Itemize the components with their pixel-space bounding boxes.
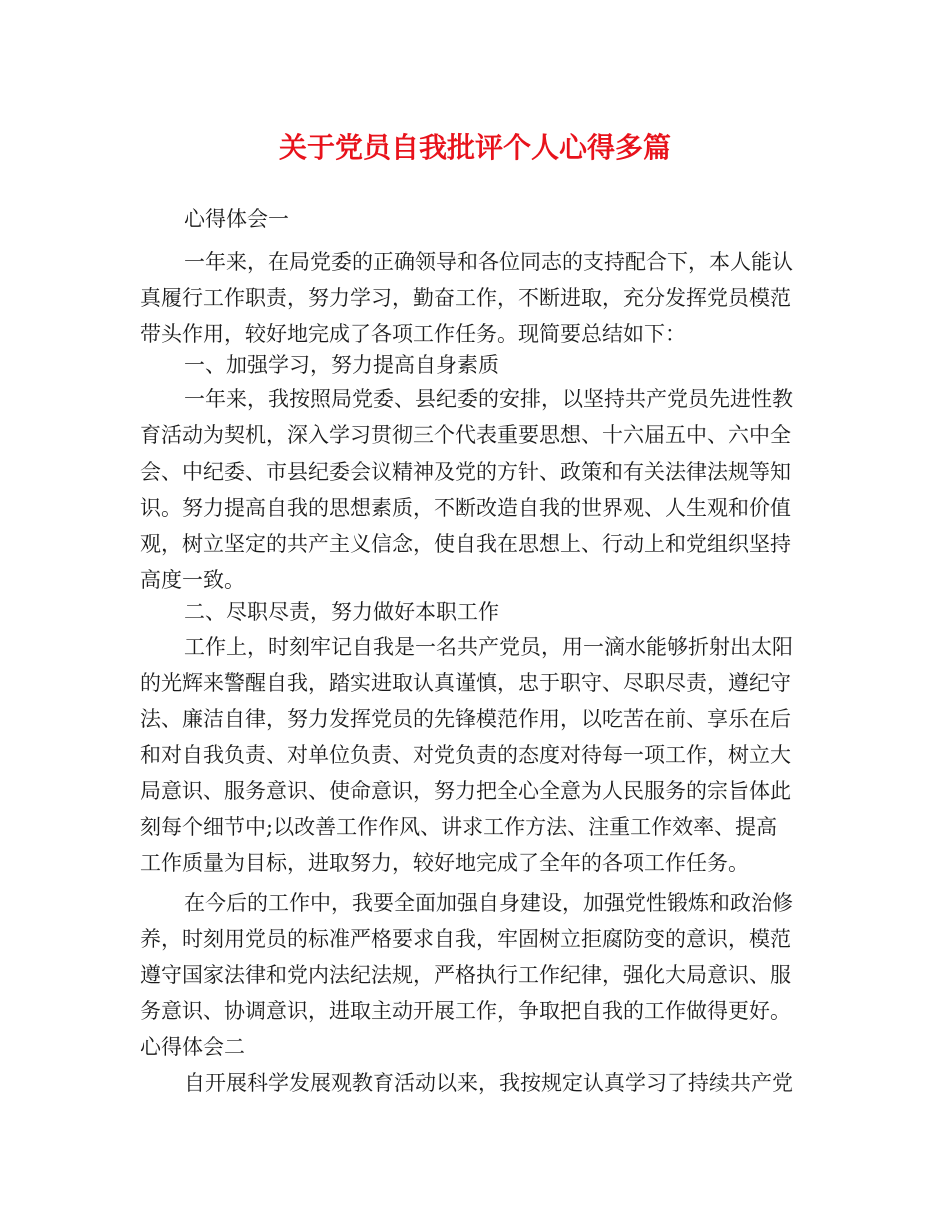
paragraph-line: 识。努力提高自我的思想素质，不断改造自我的世界观、人生观和价值	[140, 496, 791, 520]
paragraph-line: 带头作用，较好地完成了各项工作任务。现简要总结如下：	[140, 322, 686, 346]
paragraph-line: 的光辉来警醒自我，踏实进取认真谨慎，忠于职守、尽职尽责，遵纪守	[140, 671, 791, 695]
paragraph-line: 一年来，我按照局党委、县纪委的安排，以坚持共产党员先进性教	[184, 387, 793, 411]
paragraph-line: 法、廉洁自律，努力发挥党员的先锋模范作用，以吃苦在前、享乐在后	[140, 707, 791, 731]
paragraph-line: 局意识、服务意识、使命意识，努力把全心全意为人民服务的宗旨体此	[140, 779, 791, 803]
document-title: 关于党员自我批评个人心得多篇	[278, 131, 671, 164]
paragraph-line: 遵守国家法律和党内法纪法规，严格执行工作纪律，强化大局意识、服	[140, 963, 791, 987]
paragraph-line: 务意识、协调意识，进取主动开展工作，争取把自我的工作做得更好。	[140, 999, 791, 1023]
paragraph-line: 在今后的工作中，我要全面加强自身建设，加强党性锻炼和政治修	[184, 891, 793, 915]
paragraph-line: 自开展科学发展观教育活动以来，我按规定认真学习了持续共产党	[184, 1071, 793, 1095]
paragraph-line: 一年来，在局党委的正确领导和各位同志的支持配合下，本人能认	[184, 250, 793, 274]
paragraph-line: 工作上，时刻牢记自我是一名共产党员，用一滴水能够折射出太阳	[184, 635, 793, 659]
paragraph-line: 育活动为契机，深入学习贯彻三个代表重要思想、十六届五中、六中全	[140, 423, 791, 447]
paragraph-line: 会、中纪委、市县纪委会议精神及党的方针、政策和有关法律法规等知	[140, 460, 791, 484]
subsection-heading: 一、加强学习，努力提高自身素质	[184, 353, 499, 377]
paragraph-line: 高度一致。	[140, 568, 245, 592]
paragraph-line: 工作质量为目标，进取努力，较好地完成了全年的各项工作任务。	[140, 851, 749, 875]
section-heading: 心得体会一	[184, 207, 289, 231]
paragraph-line: 和对自我负责、对单位负责、对党负责的态度对待每一项工作，树立大	[140, 743, 791, 767]
paragraph-line: 刻每个细节中;以改善工作作风、讲求工作方法、注重工作效率、提高	[140, 815, 778, 839]
paragraph-line: 养，时刻用党员的标准严格要求自我，牢固树立拒腐防变的意识，模范	[140, 927, 791, 951]
subsection-heading: 二、尽职尽责，努力做好本职工作	[184, 600, 499, 624]
paragraph-line: 真履行工作职责，努力学习，勤奋工作，不断进取，充分发挥党员模范	[140, 286, 791, 310]
paragraph-line: 观，树立坚定的共产主义信念，使自我在思想上、行动上和党组织坚持	[140, 532, 791, 556]
section-heading: 心得体会二	[140, 1035, 245, 1059]
